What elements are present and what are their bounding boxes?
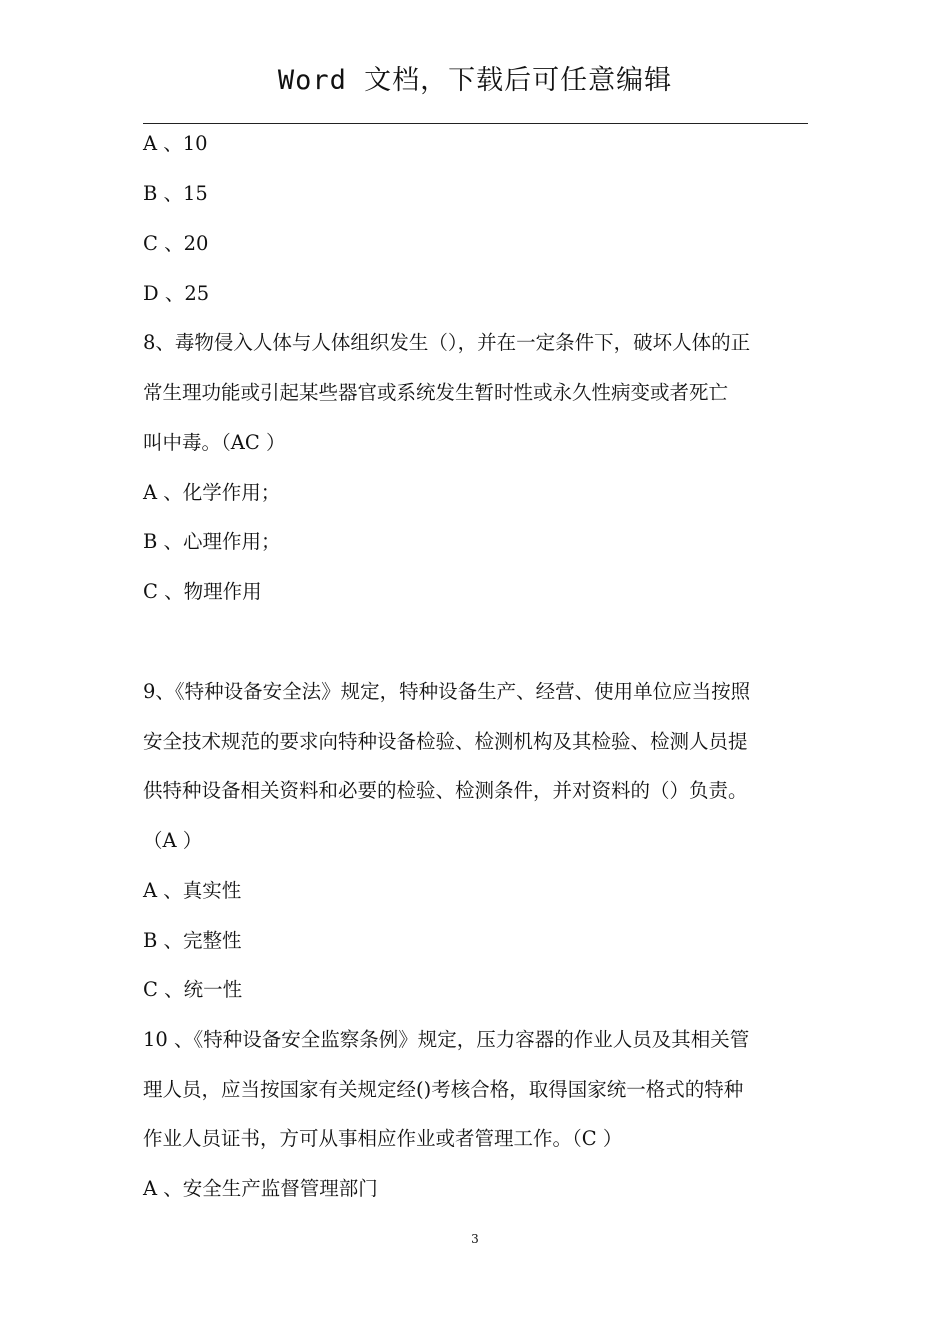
question-10-line-1: 10 、《特种设备安全监察条例》规定，压力容器的作业人员及其相关管 [143,1028,750,1051]
option-c-20: C 、20 [143,232,209,255]
question-8-option-c: C 、物理作用 [143,580,262,603]
question-8-option-b: B 、心理作用； [143,530,281,553]
question-9-option-c: C 、统一性 [143,978,243,1001]
question-10-option-a: A 、安全生产监督管理部门 [143,1177,378,1200]
question-9-line-1: 9、《特种设备安全法》规定，特种设备生产、经营、使用单位应当按照 [143,680,751,703]
question-8-line-2: 常生理功能或引起某些器官或系统发生暂时性或永久性病变或者死亡 [143,381,729,404]
question-10-line-3: 作业人员证书，方可从事相应作业或者管理工作。（C ） [143,1127,623,1150]
document-header: Word 文档，下载后可任意编辑 [277,65,673,96]
question-8-line-1: 8、毒物侵入人体与人体组织发生（），并在一定条件下，破坏人体的正 [143,331,751,354]
question-9-line-2: 安全技术规范的要求向特种设备检验、检测机构及其检验、检测人员提 [143,730,748,753]
header-divider [143,123,808,124]
question-9-option-a: A 、真实性 [143,879,242,902]
option-a-10: A 、10 [143,132,208,155]
page-number: 3 [471,1232,479,1246]
question-10-line-2: 理人员，应当按国家有关规定经()考核合格，取得国家统一格式的特种 [143,1078,744,1101]
option-b-15: B 、15 [143,182,208,205]
question-8-line-3: 叫中毒。（AC ） [143,431,286,454]
question-9-option-b: B 、完整性 [143,929,242,952]
question-9-line-3: 供特种设备相关资料和必要的检验、检测条件，并对资料的（）负责。 [143,779,748,802]
option-d-25: D 、25 [143,282,210,305]
question-8-option-a: A 、化学作用； [143,481,281,504]
question-9-answer: （A ） [143,829,203,852]
